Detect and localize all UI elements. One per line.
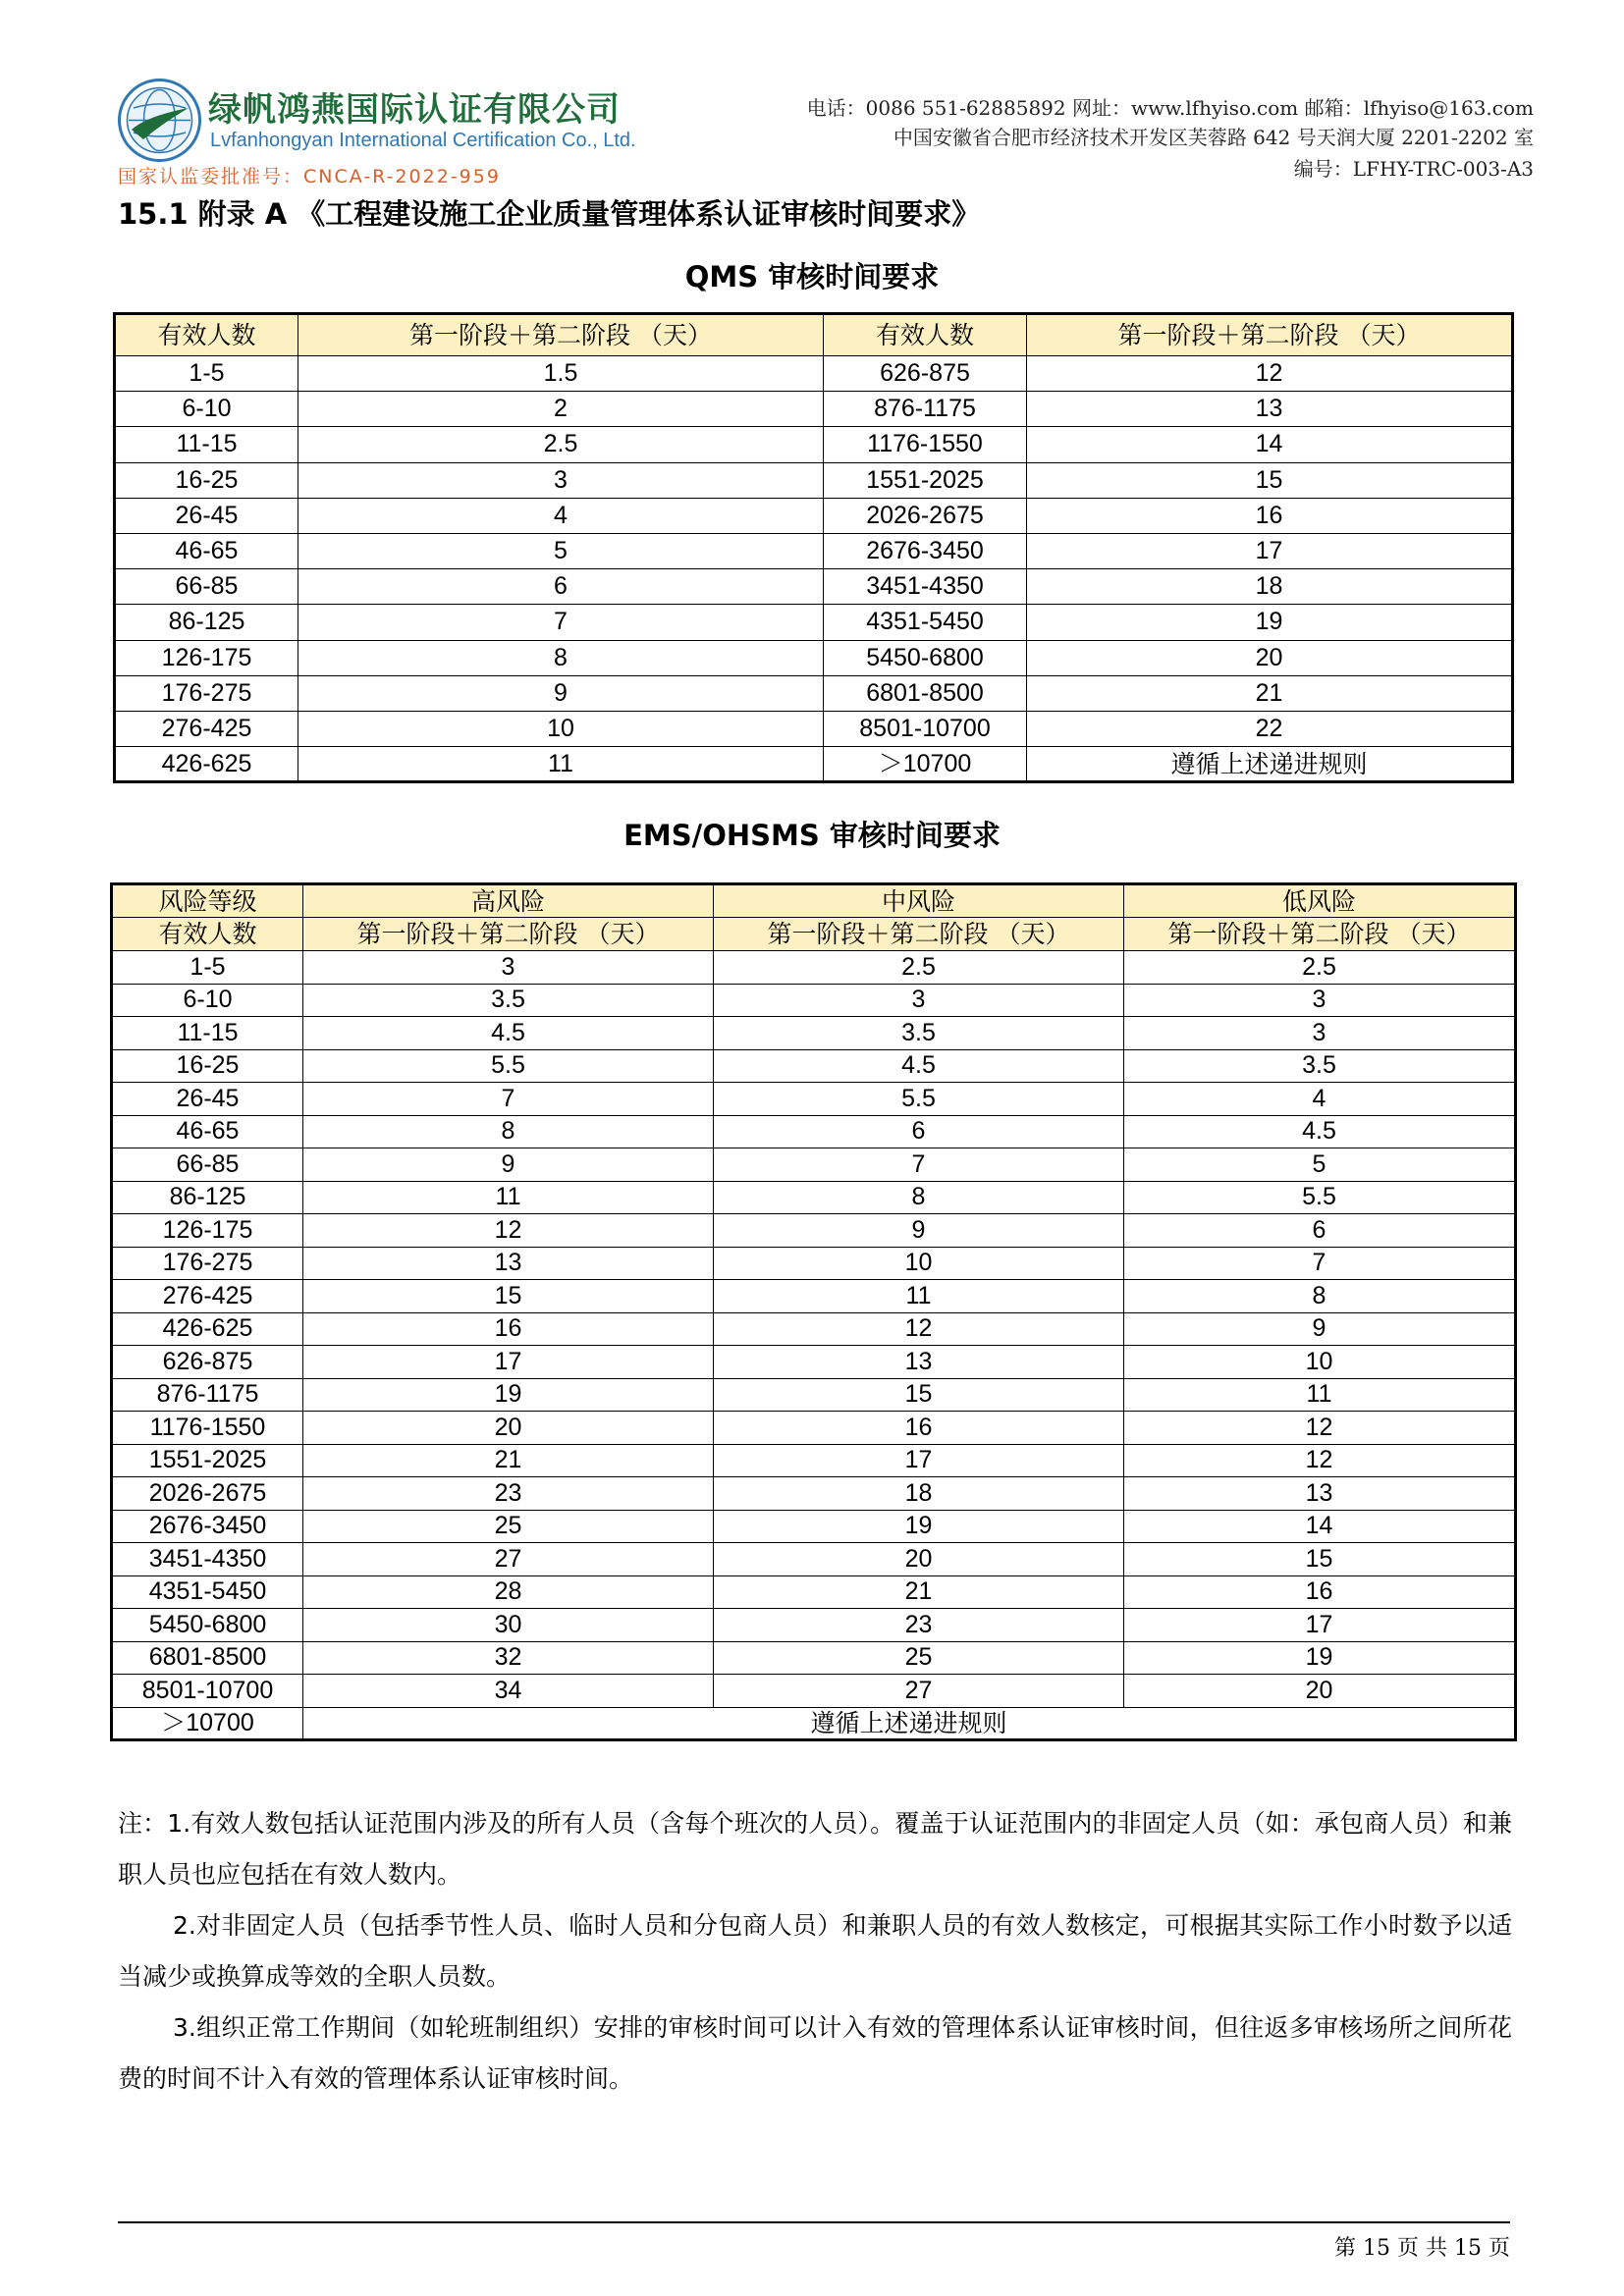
table-row (115, 356, 1513, 392)
table-cell: 3 (303, 951, 714, 985)
table-cell: 20 (1124, 1675, 1516, 1708)
table-cell: 11 (714, 1280, 1124, 1313)
table-row (112, 1477, 1516, 1511)
table-cell: 176-275 (112, 1247, 303, 1280)
table-cell: 19 (303, 1378, 714, 1412)
table-cell: 11 (298, 747, 824, 782)
table-cell: 1176-1550 (824, 427, 1027, 462)
table-cell: 6-10 (112, 984, 303, 1017)
table-cell: 17 (1027, 533, 1513, 568)
table-cell: 11 (1124, 1378, 1516, 1412)
table-row (112, 984, 1516, 1017)
table-cell: 21 (1027, 675, 1513, 711)
table-cell: 30 (303, 1609, 714, 1642)
note-3: 3.组织正常工作期间（如轮班制组织）安排的审核时间可以计入有效的管理体系认证审核时间，但往返多审核场所之间所花费的时间不计入有效的管理体系认证审核时间。 (118, 2013, 1512, 2093)
globe-logo-icon (118, 79, 201, 162)
ems-header-cell: 有效人数 (112, 918, 303, 951)
table-row (115, 569, 1513, 605)
table-cell: 18 (714, 1477, 1124, 1511)
table-cell: 126-175 (115, 640, 298, 675)
table-cell: 遵循上述递进规则 (1027, 747, 1513, 782)
approval-number: 国家认监委批准号：CNCA-R-2022-959 (118, 166, 501, 187)
table-cell: 2026-2675 (112, 1477, 303, 1511)
table-cell: 28 (303, 1575, 714, 1609)
table-cell: 2 (298, 392, 824, 427)
table-cell: 32 (303, 1641, 714, 1675)
table-cell: 17 (303, 1346, 714, 1379)
table-cell: 426-625 (115, 747, 298, 782)
table-row (112, 1412, 1516, 1445)
table-cell: ＞10700 (824, 747, 1027, 782)
table-row (115, 640, 1513, 675)
table-cell: 86-125 (115, 605, 298, 640)
table-cell: 3451-4350 (112, 1543, 303, 1576)
table-cell: 5.5 (303, 1049, 714, 1083)
table-cell: 6 (714, 1115, 1124, 1148)
table-row (112, 1378, 1516, 1412)
table-cell: 9 (714, 1214, 1124, 1248)
table-cell: 3.5 (714, 1017, 1124, 1050)
ems-header-cell: 中风险 (714, 884, 1124, 918)
ems-header-cell: 高风险 (303, 884, 714, 918)
table-cell: 3.5 (303, 984, 714, 1017)
table-row (112, 1675, 1516, 1708)
ems-header-row-risk (112, 884, 1516, 918)
note-1: 注：1.有效人数包括认证范围内涉及的所有人员（含每个班次的人员）。覆盖于认证范围内的非固定人员（如：承包商人员）和兼职人员也应包括在有效人数内。 (118, 1809, 1512, 1889)
table-cell: 18 (1027, 569, 1513, 605)
table-cell: 16-25 (115, 462, 298, 498)
contact-info: 电话：0086 551-62885892 网址：www.lfhyiso.com 邮箱：lfhyiso@163.com (806, 96, 1534, 120)
table-cell: 66-85 (112, 1148, 303, 1182)
page-number: 第 15 页 共 15 页 (1334, 2236, 1510, 2261)
table-cell: 7 (714, 1148, 1124, 1182)
table-cell: 3.5 (1124, 1049, 1516, 1083)
table-cell: 6801-8500 (112, 1641, 303, 1675)
table-cell: 4 (298, 498, 824, 533)
table-cell: 13 (303, 1247, 714, 1280)
table-cell: 5 (1124, 1148, 1516, 1182)
table-cell: 11-15 (112, 1017, 303, 1050)
company-address: 中国安徽省合肥市经济技术开发区芙蓉路 642 号天润大厦 2201-2202 室 (893, 126, 1534, 149)
table-cell: 13 (1124, 1477, 1516, 1511)
table-row (112, 1049, 1516, 1083)
table-cell: 11-15 (115, 427, 298, 462)
table-cell: 8 (714, 1181, 1124, 1214)
table-cell: 12 (714, 1312, 1124, 1346)
table-cell: 16 (714, 1412, 1124, 1445)
qms-header-cell: 第一阶段＋第二阶段 （天） (1027, 314, 1513, 356)
table-row (112, 1083, 1516, 1116)
table-cell: 16 (1124, 1575, 1516, 1609)
ems-header-cell: 第一阶段＋第二阶段 （天） (303, 918, 714, 951)
table-row (112, 1346, 1516, 1379)
table-cell: 14 (1027, 427, 1513, 462)
table-cell: ＞10700 (112, 1707, 303, 1740)
table-cell: 15 (303, 1280, 714, 1313)
table-cell: 1551-2025 (824, 462, 1027, 498)
table-cell: 176-275 (115, 675, 298, 711)
ems-header-cell: 低风险 (1124, 884, 1516, 918)
table-row (112, 1148, 1516, 1182)
table-row (115, 427, 1513, 462)
table-cell: 1-5 (112, 951, 303, 985)
table-cell: 4.5 (714, 1049, 1124, 1083)
table-cell: 17 (1124, 1609, 1516, 1642)
table-cell: 27 (714, 1675, 1124, 1708)
table-cell: 1-5 (115, 356, 298, 392)
table-row (115, 462, 1513, 498)
table-cell: 25 (714, 1641, 1124, 1675)
qms-header-cell: 有效人数 (115, 314, 298, 356)
table-cell: 626-875 (112, 1346, 303, 1379)
table-row (112, 1280, 1516, 1313)
table-cell: 6 (298, 569, 824, 605)
footer-divider (118, 2221, 1510, 2223)
ems-header-cell: 风险等级 (112, 884, 303, 918)
table-cell: 5.5 (1124, 1181, 1516, 1214)
company-name-cn: 绿帆鸿燕国际认证有限公司 (208, 90, 621, 130)
table-cell: 19 (714, 1510, 1124, 1543)
table-cell: 276-425 (112, 1280, 303, 1313)
company-name-en: Lvfanhongyan International Certification Co., Ltd. (210, 130, 636, 151)
document-number: 编号：LFHY-TRC-003-A3 (1293, 157, 1534, 181)
ems-table-title: EMS/OHSMS 审核时间要求 (623, 819, 1001, 852)
table-cell: 5450-6800 (112, 1609, 303, 1642)
table-row (112, 1641, 1516, 1675)
table-cell: 3 (298, 462, 824, 498)
table-cell: 4.5 (303, 1017, 714, 1050)
table-cell: 4.5 (1124, 1115, 1516, 1148)
table-row (115, 605, 1513, 640)
table-cell: 3 (1124, 1017, 1516, 1050)
table-cell: 876-1175 (824, 392, 1027, 427)
table-cell: 1.5 (298, 356, 824, 392)
table-cell: 3 (714, 984, 1124, 1017)
table-cell: 4351-5450 (824, 605, 1027, 640)
table-cell: 2.5 (298, 427, 824, 462)
table-cell: 16 (303, 1312, 714, 1346)
table-cell: 5 (298, 533, 824, 568)
table-cell: 6 (1124, 1214, 1516, 1248)
qms-header-row (115, 314, 1513, 356)
table-row (112, 1247, 1516, 1280)
table-cell: 2.5 (714, 951, 1124, 985)
table-cell: 6-10 (115, 392, 298, 427)
table-cell: 10 (1124, 1346, 1516, 1379)
table-cell: 46-65 (115, 533, 298, 568)
table-cell: 13 (714, 1346, 1124, 1379)
table-cell: 20 (1027, 640, 1513, 675)
table-row (112, 1017, 1516, 1050)
table-cell: 8 (1124, 1280, 1516, 1313)
table-cell: 2026-2675 (824, 498, 1027, 533)
table-cell: 4 (1124, 1083, 1516, 1116)
table-cell: 2676-3450 (112, 1510, 303, 1543)
table-cell: 10 (298, 711, 824, 746)
table-cell: 7 (1124, 1247, 1516, 1280)
table-row (115, 392, 1513, 427)
table-cell: 5450-6800 (824, 640, 1027, 675)
table-cell: 14 (1124, 1510, 1516, 1543)
table-cell: 1551-2025 (112, 1444, 303, 1477)
table-cell: 9 (298, 675, 824, 711)
table-cell: 10 (714, 1247, 1124, 1280)
table-cell: 21 (714, 1575, 1124, 1609)
table-cell: 20 (714, 1543, 1124, 1576)
table-cell: 12 (1124, 1444, 1516, 1477)
table-row (115, 711, 1513, 746)
qms-header-cell: 有效人数 (824, 314, 1027, 356)
table-row (115, 675, 1513, 711)
table-cell: 34 (303, 1675, 714, 1708)
table-cell: 2.5 (1124, 951, 1516, 985)
table-row (115, 498, 1513, 533)
table-cell: 86-125 (112, 1181, 303, 1214)
table-cell: 8501-10700 (824, 711, 1027, 746)
table-cell: 26-45 (115, 498, 298, 533)
section-title: 15.1 附录 A 《工程建设施工企业质量管理体系认证审核时间要求》 (118, 197, 981, 231)
table-cell: 3451-4350 (824, 569, 1027, 605)
table-cell: 126-175 (112, 1214, 303, 1248)
table-cell: 19 (1027, 605, 1513, 640)
table-row (112, 951, 1516, 985)
table-cell: 12 (1027, 356, 1513, 392)
table-cell: 276-425 (115, 711, 298, 746)
qms-table (113, 312, 1514, 783)
table-row (112, 1214, 1516, 1248)
table-row (112, 1312, 1516, 1346)
table-cell: 16 (1027, 498, 1513, 533)
table-cell: 1176-1550 (112, 1412, 303, 1445)
table-row (112, 1444, 1516, 1477)
table-cell: 22 (1027, 711, 1513, 746)
table-cell: 626-875 (824, 356, 1027, 392)
table-cell-merged: 遵循上述递进规则 (303, 1707, 1516, 1740)
table-cell: 17 (714, 1444, 1124, 1477)
table-cell: 2676-3450 (824, 533, 1027, 568)
table-cell: 66-85 (115, 569, 298, 605)
table-cell: 23 (714, 1609, 1124, 1642)
table-cell: 5.5 (714, 1083, 1124, 1116)
table-cell: 15 (1124, 1543, 1516, 1576)
table-cell: 8501-10700 (112, 1675, 303, 1708)
table-cell: 3 (1124, 984, 1516, 1017)
ems-header-cell: 第一阶段＋第二阶段 （天） (714, 918, 1124, 951)
qms-header-cell: 第一阶段＋第二阶段 （天） (298, 314, 824, 356)
table-cell: 4351-5450 (112, 1575, 303, 1609)
table-cell: 16-25 (112, 1049, 303, 1083)
table-cell: 15 (714, 1378, 1124, 1412)
table-cell: 20 (303, 1412, 714, 1445)
table-cell: 8 (298, 640, 824, 675)
table-row (112, 1181, 1516, 1214)
table-row (112, 1510, 1516, 1543)
table-cell: 25 (303, 1510, 714, 1543)
table-cell: 6801-8500 (824, 675, 1027, 711)
table-row (112, 1575, 1516, 1609)
ems-header-row-stage (112, 918, 1516, 951)
ems-header-cell: 第一阶段＋第二阶段 （天） (1124, 918, 1516, 951)
table-row-last (112, 1707, 1516, 1740)
table-cell: 7 (303, 1083, 714, 1116)
table-cell: 21 (303, 1444, 714, 1477)
table-row (112, 1609, 1516, 1642)
table-cell: 46-65 (112, 1115, 303, 1148)
company-logo (118, 79, 201, 162)
table-cell: 9 (1124, 1312, 1516, 1346)
table-cell: 876-1175 (112, 1378, 303, 1412)
table-cell: 27 (303, 1543, 714, 1576)
table-cell: 426-625 (112, 1312, 303, 1346)
qms-table-title: QMS 审核时间要求 (684, 260, 940, 294)
table-cell: 26-45 (112, 1083, 303, 1116)
table-cell: 11 (303, 1181, 714, 1214)
table-cell: 19 (1124, 1641, 1516, 1675)
table-cell: 8 (303, 1115, 714, 1148)
table-cell: 9 (303, 1148, 714, 1182)
table-row (112, 1115, 1516, 1148)
table-cell: 15 (1027, 462, 1513, 498)
table-cell: 23 (303, 1477, 714, 1511)
table-row (115, 747, 1513, 782)
note-2: 2.对非固定人员（包括季节性人员、临时人员和分包商人员）和兼职人员的有效人数核定，可根据其实际工作小时数予以适当减少或换算成等效的全职人员数。 (118, 1911, 1512, 1991)
table-row (112, 1543, 1516, 1576)
ems-ohsms-table (110, 882, 1517, 1741)
table-cell: 12 (303, 1214, 714, 1248)
table-cell: 13 (1027, 392, 1513, 427)
table-cell: 12 (1124, 1412, 1516, 1445)
table-cell: 7 (298, 605, 824, 640)
table-row (115, 533, 1513, 568)
